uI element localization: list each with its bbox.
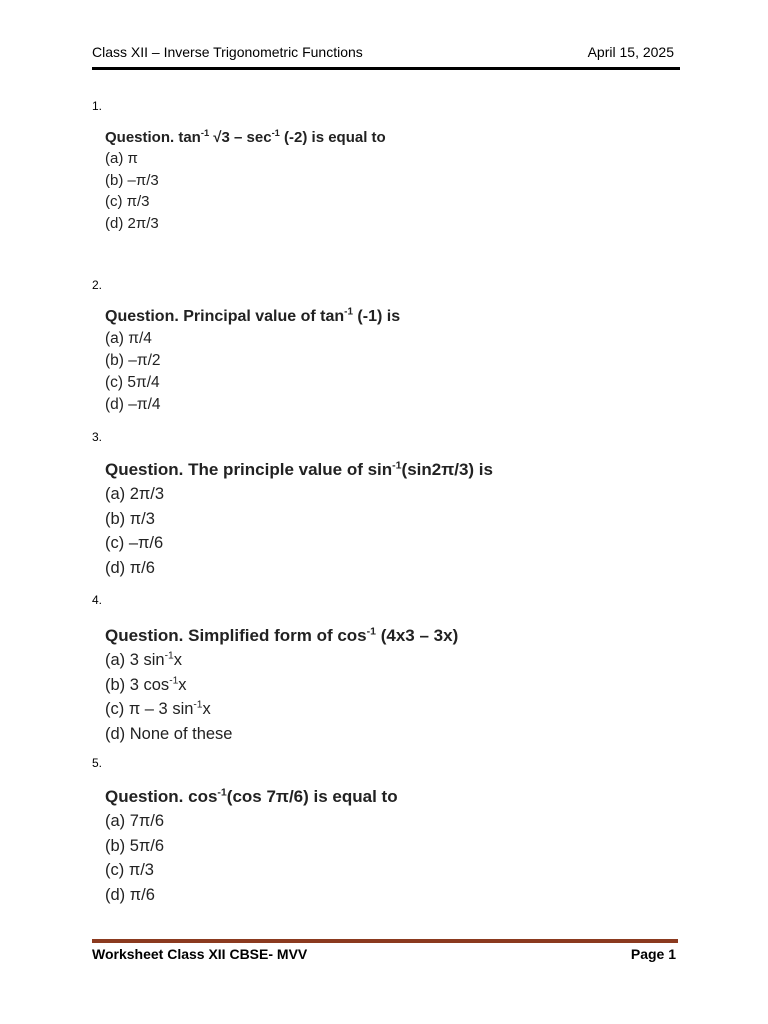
question-1 <box>105 128 386 234</box>
question-4 <box>105 624 458 746</box>
question-3-option-b: (b) π/3 <box>105 509 155 528</box>
page-header <box>92 44 682 64</box>
header-divider <box>92 67 680 70</box>
question-2-option-a: (a) π/4 <box>105 330 152 347</box>
question-2-option-c: (c) 5π/4 <box>105 374 160 391</box>
question-5 <box>105 785 398 907</box>
footer-page-number: Page 1 <box>630 946 676 962</box>
question-2-text: Question. Principal value of $\tan^{-1} (-1)$ is <box>105 306 401 325</box>
question-2 <box>105 306 400 416</box>
question-4-text: Question. Simplified form of $\cos^{-1} (4x3 - 3x)$ <box>105 625 459 645</box>
question-1-text: Question. $\tan^{-1} √3 - \sec^{-1} (-2)$ is equal to <box>105 128 386 146</box>
question-1-number: 1. <box>92 99 103 113</box>
question-2-option-d: (d) –π/4 <box>105 396 161 413</box>
footer-worksheet-title: Worksheet Class XII CBSE- MVV <box>92 946 308 962</box>
question-1-option-c: (c) π/3 <box>105 193 150 210</box>
question-4-option-d: (d) None of these <box>105 724 233 743</box>
question-3-option-a: (a) 2π/3 <box>105 485 165 503</box>
question-1-option-d: (d) 2π/3 <box>105 214 159 232</box>
question-5-text: Question. $\cos^{-1}(\cos$ 7π/6) is equal to <box>105 786 398 806</box>
header-title: Class XII – Inverse Trigonometric Functions <box>92 44 363 60</box>
question-1-option-a: (a) π <box>105 150 138 167</box>
question-3-option-d: (d) π/6 <box>105 558 155 577</box>
footer-divider <box>92 939 678 943</box>
question-5-option-b: (b) 5π/6 <box>105 836 165 855</box>
question-5-number: 5. <box>92 756 103 770</box>
question-5-option-c: (c) π/3 <box>105 861 154 879</box>
question-4-option-b: (b) 3 $\cos^{-1}x$ <box>105 675 187 694</box>
question-5-option-a: (a) 7π/6 <box>105 812 165 830</box>
question-4-number: 4. <box>92 593 103 607</box>
question-3-text: Question. The principle value of $\sin^{-1}(\sin 2\pi/3)$ is <box>105 459 493 479</box>
question-3 <box>105 458 493 580</box>
question-3-number: 3. <box>92 430 103 444</box>
question-1-option-b: (b) –π/3 <box>105 171 159 189</box>
header-date: April 15, 2025 <box>587 44 674 60</box>
question-4-option-a: (a) 3 $\sin^{-1}x$ <box>105 650 182 669</box>
question-5-option-d: (d) π/6 <box>105 885 155 904</box>
question-4-option-c: (c) π – 3 $\sin^{-1}x$ <box>105 699 211 718</box>
question-3-option-c: (c) –π/6 <box>105 534 164 552</box>
question-2-number: 2. <box>92 278 103 292</box>
question-2-option-b: (b) –π/2 <box>105 352 161 369</box>
